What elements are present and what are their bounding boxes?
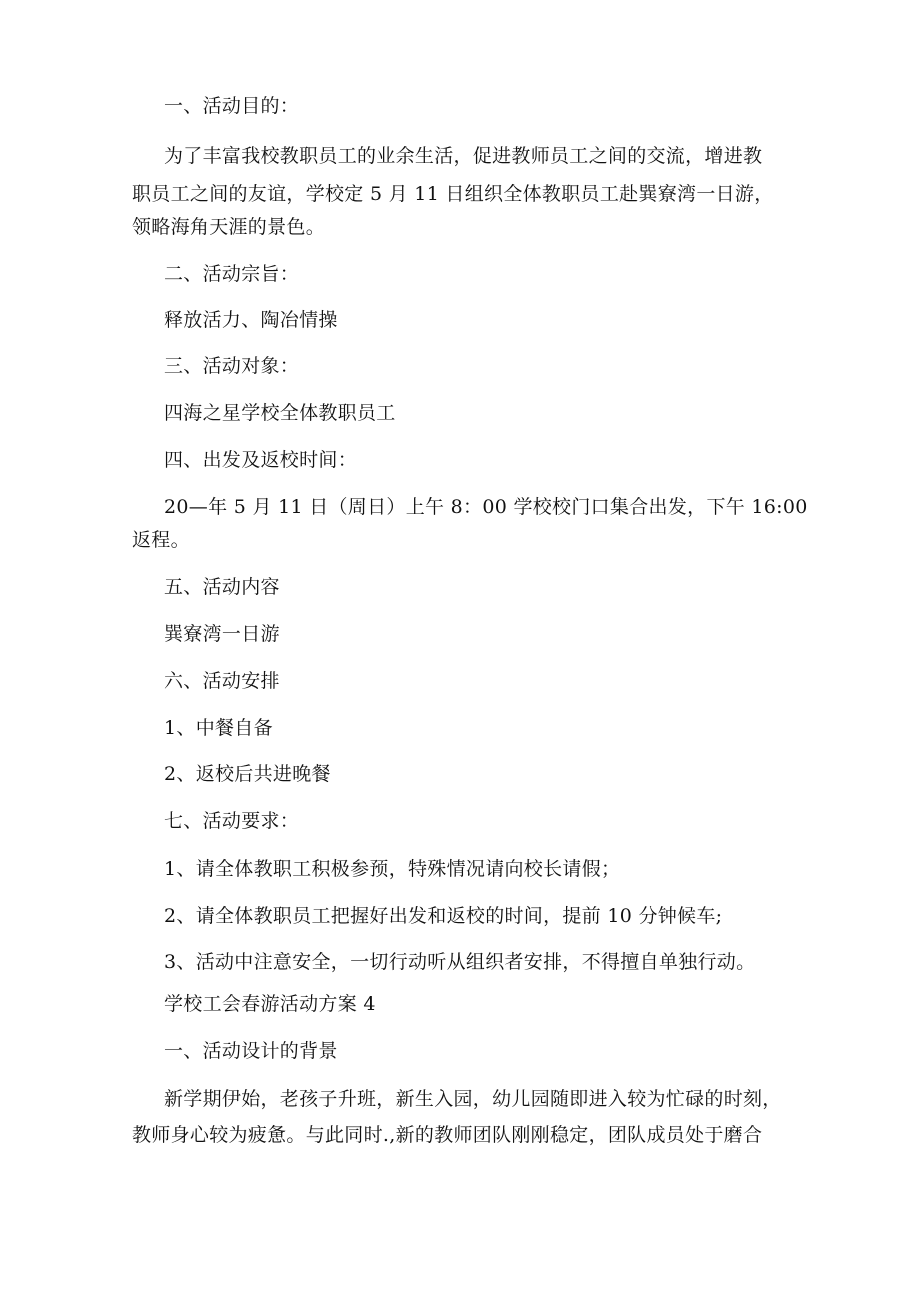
- paragraph-time-line-2: 返程。: [132, 529, 190, 551]
- heading-activity-requirements: 七、活动要求：: [164, 810, 300, 832]
- heading-activity-participants: 三、活动对象：: [164, 355, 300, 377]
- paragraph-background-line-2: 教师身心较为疲惫。与此同时.,新的教师团队刚刚稳定，团队成员处于磨合: [132, 1124, 763, 1146]
- paragraph-purpose-line-1: 为了丰富我校教职员工的业余生活，促进教师员工之间的交流，增进教: [164, 145, 763, 167]
- paragraph-purpose-line-2: 职员工之间的友谊，学校定 5 月 11 日组织全体教职员工赴巽寮湾一日游，: [132, 183, 774, 205]
- paragraph-time-line-1: 20—年 5 月 11 日（周日）上午 8：00 学校校门口集合出发，下午 16:00: [164, 496, 808, 518]
- list-item-arrangement-1: 1、中餐自备: [164, 717, 273, 739]
- list-item-requirement-1: 1、请全体教职工积极参预，特殊情况请向校长请假；: [164, 858, 621, 880]
- paragraph-background-line-1: 新学期伊始，老孩子升班，新生入园，幼儿园随即进入较为忙碌的时刻，: [164, 1088, 782, 1110]
- list-item-requirement-2: 2、请全体教职员工把握好出发和返校的时间，提前 10 分钟候车;: [164, 905, 723, 927]
- paragraph-purpose-line-3: 领略海角天涯的景色。: [132, 216, 326, 238]
- heading-activity-arrangement: 六、活动安排: [164, 670, 280, 692]
- list-item-arrangement-2: 2、返校后共进晚餐: [164, 763, 331, 785]
- paragraph-content: 巽寮湾一日游: [164, 623, 280, 645]
- paragraph-tenet: 释放活力、陶冶情操: [164, 309, 338, 331]
- heading-activity-purpose: 一、活动目的：: [164, 95, 300, 117]
- list-item-requirement-3: 3、活动中注意安全，一切行动听从组织者安排，不得擅自单独行动。: [164, 951, 756, 973]
- heading-design-background: 一、活动设计的背景: [164, 1040, 338, 1062]
- section-title-plan-4: 学校工会春游活动方案 4: [164, 993, 376, 1015]
- heading-activity-tenet: 二、活动宗旨：: [164, 263, 300, 285]
- heading-activity-content: 五、活动内容: [164, 576, 280, 598]
- paragraph-participants: 四海之星学校全体教职员工: [164, 402, 396, 424]
- heading-departure-return-time: 四、出发及返校时间：: [164, 449, 358, 471]
